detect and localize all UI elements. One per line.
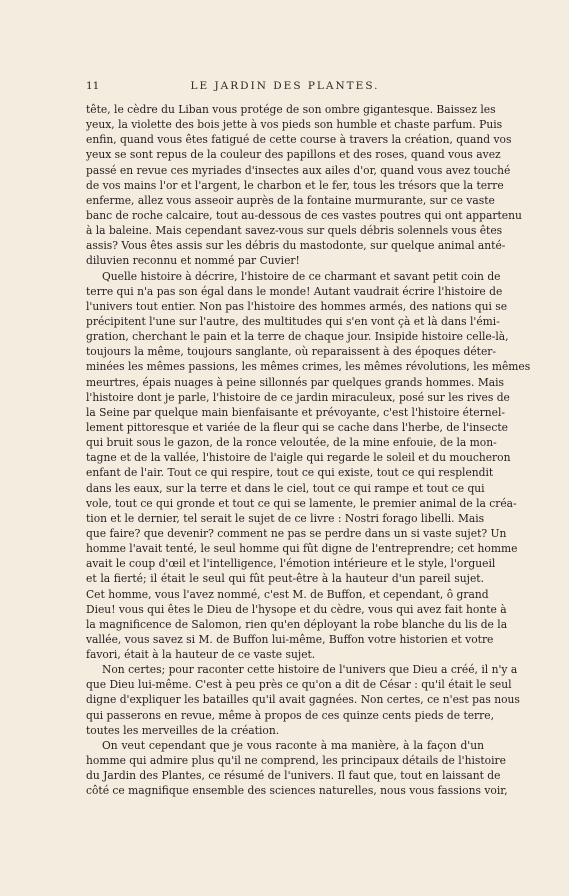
text-line: dans les eaux, sur la terre et dans le ciel, tout ce qui rampe et tout ce qui	[86, 481, 485, 495]
text-line: homme qui admire plus qu'il ne comprend, les principaux détails de l'histoire	[86, 754, 506, 768]
text-line: meurtres, épais nuages à peine sillonnés par quelques grands hommes. Mais	[86, 375, 505, 389]
text-line: lement pittoresque et variée de la fleur qui se cache dans l'herbe, de l'insecte	[86, 420, 508, 434]
text-line: côté ce magnifique ensemble des sciences naturelles, nous vous fassions voir,	[86, 784, 508, 798]
paragraph	[86, 102, 522, 269]
text-line: Cet homme, vous l'avez nommé, c'est M. de Buffon, et cependant, ô grand	[86, 587, 489, 601]
running-title: LE JARDIN DES PLANTES.	[190, 80, 380, 92]
text-line: vole, tout ce qui gronde et tout ce qui se lamente, le premier animal de la créa-	[86, 496, 517, 510]
text-line: tête, le cèdre du Liban vous protége de son ombre gigantesque. Baissez les	[86, 103, 496, 116]
text-line: minées les mêmes passions, les mêmes crimes, les mêmes révolutions, les mêmes	[86, 360, 531, 374]
page-number: 11	[86, 80, 100, 92]
text-line: Dieu! vous qui êtes le Dieu de l'hysope et du cèdre, vous qui avez fait honte à	[86, 602, 507, 616]
text-line: enfant de l'air. Tout ce qui respire, tout ce qui existe, tout ce qui resplendit	[86, 466, 494, 480]
page-header	[86, 80, 484, 94]
text-line: avait le coup d'œil et l'intelligence, l'émotion intérieure et le style, l'orgueil	[86, 557, 496, 571]
body-text	[86, 102, 531, 798]
text-line: gration, cherchant le pain et la terre de chaque jour. Insipide histoire celle-là,	[86, 330, 509, 344]
text-line: de vos mains l'or et l'argent, le charbon et le fer, tous les trésors que la terre	[86, 178, 504, 192]
text-line: la magnificence de Salomon, rien qu'en déployant la robe blanche du lis de la	[86, 617, 508, 631]
text-line: diluvien reconnu et nommé par Cuvier!	[86, 254, 300, 268]
text-line: tagne et de la vallée, l'histoire de l'aigle qui regarde le soleil et du moucheron	[86, 451, 511, 465]
paragraph	[86, 662, 520, 738]
text-line: qui passerons en revue, même à propos de ces quinze cents pieds de terre,	[86, 708, 494, 722]
text-line: et la fierté; il était le seul qui fût peut-être à la hauteur d'un pareil sujet.	[86, 572, 484, 586]
text-line: que faire? que devenir? comment ne pas se perdre dans un si vaste sujet? Un	[86, 526, 507, 540]
text-line: favori, était à la hauteur de ce vaste sujet.	[86, 648, 316, 662]
paragraph	[86, 269, 531, 663]
text-line: l'univers tout entier. Non pas l'histoire des hommes armés, des nations qui se	[86, 299, 508, 313]
text-line: terre qui n'a pas son égal dans le monde! Autant vaudrait écrire l'histoire de	[86, 284, 503, 298]
text-line: enfin, quand vous êtes fatigué de cette course à travers la création, quand vos	[86, 133, 512, 147]
text-line: yeux, la violette des bois jette à vos pieds son humble et chaste parfum. Puis	[86, 118, 503, 132]
text-line: précipitent l'une sur l'autre, des multitudes qui s'en vont çà et là dans l'émi-	[86, 314, 500, 328]
text-line: Quelle histoire à décrire, l'histoire de ce charmant et savant petit coin de	[102, 269, 501, 283]
text-line: tion et le dernier, tel serait le sujet de ce livre : Nostri forago libelli. Mais	[86, 511, 485, 525]
text-line: Non certes; pour raconter cette histoire de l'univers que Dieu a créé, il n'y a	[102, 663, 518, 677]
text-line: On veut cependant que je vous raconte à ma manière, à la façon d'un	[102, 738, 484, 752]
text-line: qui bruit sous le gazon, de la ronce veloutée, de la mine enfouie, de la mon-	[86, 436, 497, 450]
text-line: homme l'avait tenté, le seul homme qui fût digne de l'entreprendre; cet homme	[86, 542, 518, 556]
text-line: l'histoire dont je parle, l'histoire de ce jardin miraculeux, posé sur les rives de	[86, 390, 510, 404]
text-line: assis? Vous êtes assis sur les débris du mastodonte, sur quelque animal anté-	[86, 239, 506, 253]
text-line: banc de roche calcaire, tout au-dessous de ces vastes poutres qui ont appartenu	[86, 208, 522, 222]
text-line: enferme, allez vous asseoir auprès de la fontaine murmurante, sur ce vaste	[86, 193, 495, 207]
text-line: du Jardin des Plantes, ce résumé de l'univers. Il faut que, tout en laissant de	[86, 769, 501, 783]
text-line: passé en revue ces myriades d'insectes aux ailes d'or, quand vous avez touché	[86, 163, 511, 177]
text-line: digne d'expliquer les batailles qu'il avait gagnées. Non certes, ce n'est pas nous	[86, 693, 520, 707]
text-line: vallée, vous savez si M. de Buffon lui-même, Buffon votre historien et votre	[86, 632, 494, 646]
text-line: toujours la même, toujours sanglante, où reparaissent à des époques déter-	[86, 345, 497, 359]
paragraph	[86, 738, 508, 799]
text-line: que Dieu lui-même. C'est à peu près ce qu'on a dit de César : qu'il était le seul	[86, 678, 512, 692]
text-line: à la baleine. Mais cependant savez-vous sur quels débris solennels vous êtes	[86, 224, 503, 238]
text-line: la Seine par quelque main bienfaisante et prévoyante, c'est l'histoire éternel-	[86, 405, 505, 419]
text-line: toutes les merveilles de la création.	[86, 723, 280, 737]
text-line: yeux se sont repus de la couleur des papillons et des roses, quand vous avez	[86, 148, 501, 162]
